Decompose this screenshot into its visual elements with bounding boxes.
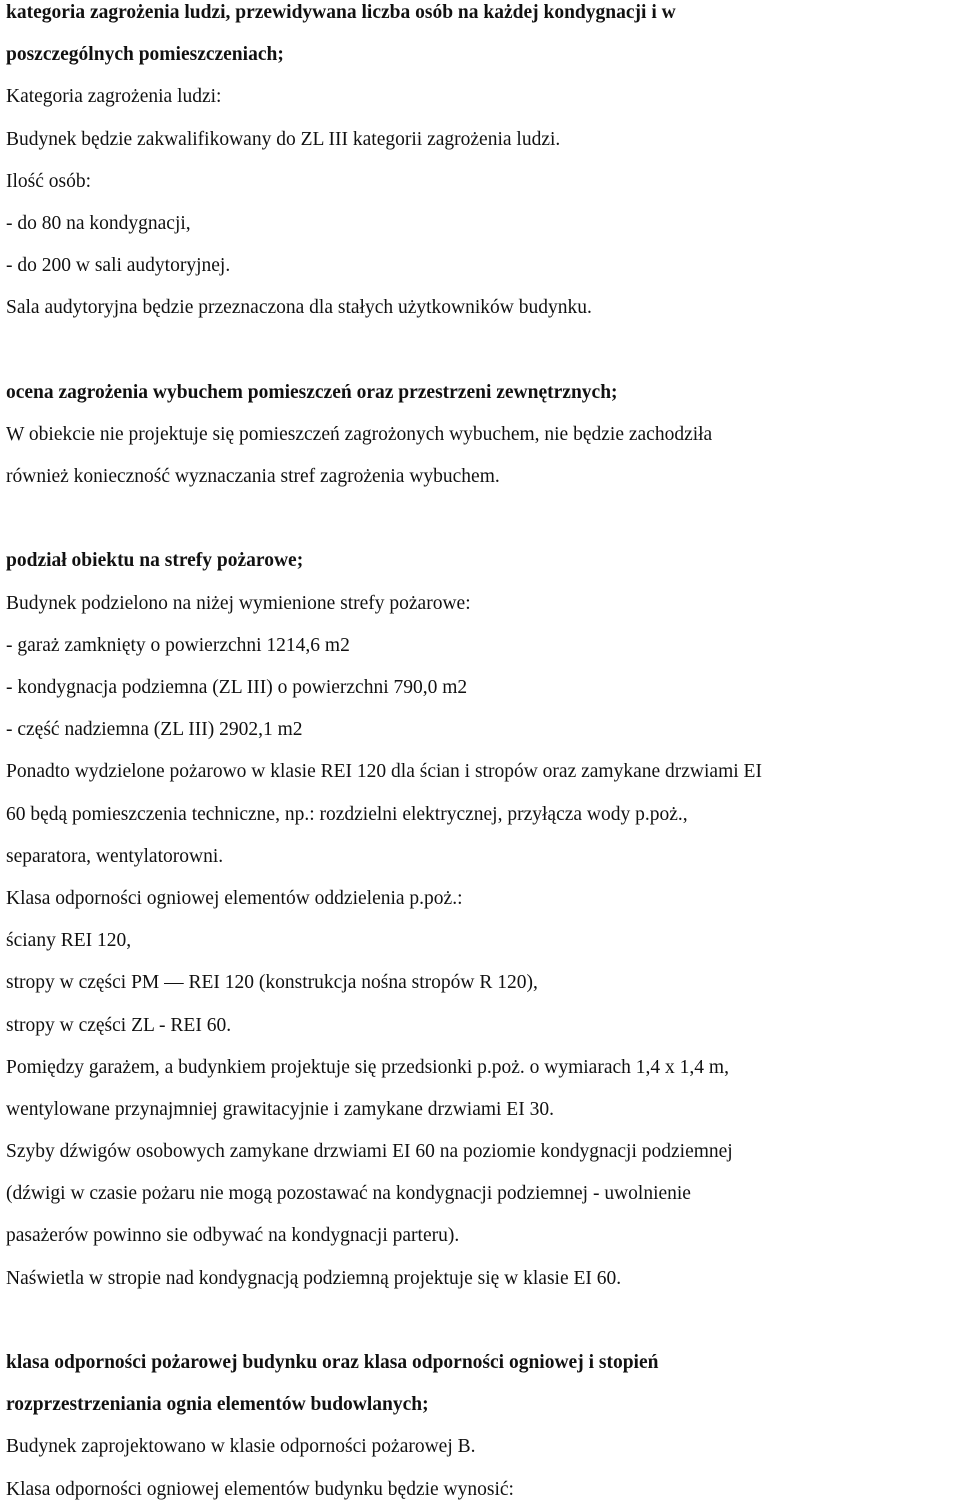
paragraph-line: Klasa odporności ogniowej elementów budynku będzie wynosić: xyxy=(6,1478,514,1500)
paragraph-line: pasażerów powinno sie odbywać na kondygnacji parteru). xyxy=(6,1225,460,1247)
section-occupancy xyxy=(6,0,956,330)
section-fire-resistance-class xyxy=(6,1342,956,1511)
paragraph-line: również konieczność wyznaczania stref zagrożenia wybuchem. xyxy=(6,466,500,488)
paragraph-line: (dźwigi w czasie pożaru nie mogą pozostawać na kondygnacji podziemnej - uwolnienie xyxy=(6,1183,691,1205)
section-spacer xyxy=(6,498,956,540)
section-heading: rozprzestrzeniania ognia elementów budowlanych; xyxy=(6,1394,429,1416)
paragraph-line: wentylowane przynajmniej grawitacyjnie i zamykane drzwiami EI 30. xyxy=(6,1098,554,1120)
paragraph-line: Ilość osób: xyxy=(6,170,92,192)
list-item: - do 200 w sali audytoryjnej. xyxy=(6,255,231,277)
section-explosion-risk xyxy=(6,372,956,499)
paragraph-line: ściany REI 120, xyxy=(6,930,132,952)
paragraph-line: Naświetla w stropie nad kondygnacją podziemną projektuje się w klasie EI 60. xyxy=(6,1267,622,1289)
document-page xyxy=(6,0,956,1511)
section-fire-zones xyxy=(6,540,956,1299)
paragraph-line: Klasa odporności ogniowej elementów oddzielenia p.poż.: xyxy=(6,887,463,909)
paragraph-line: stropy w części PM — REI 120 (konstrukcja nośna stropów R 120), xyxy=(6,972,538,994)
paragraph-line: Kategoria zagrożenia ludzi: xyxy=(6,86,222,108)
paragraph-line: Ponadto wydzielone pożarowo w klasie REI 120 dla ścian i stropów oraz zamykane drzwiami EI xyxy=(6,761,762,783)
section-spacer xyxy=(6,330,956,372)
paragraph-line: Szyby dźwigów osobowych zamykane drzwiami EI 60 na poziomie kondygnacji podziemnej xyxy=(6,1141,733,1163)
section-heading: klasa odporności pożarowej budynku oraz klasa odporności ogniowej i stopień xyxy=(6,1352,659,1373)
list-item: - do 80 na kondygnacji, xyxy=(6,212,191,234)
paragraph-line: Budynek podzielono na niżej wymienione strefy pożarowe: xyxy=(6,592,471,614)
section-heading: kategoria zagrożenia ludzi, przewidywana liczba osób na każdej kondygnacji i w xyxy=(6,2,676,23)
paragraph-line: Budynek zaprojektowano w klasie odporności pożarowej B. xyxy=(6,1436,476,1458)
paragraph-line: Budynek będzie zakwalifikowany do ZL III kategorii zagrożenia ludzi. xyxy=(6,128,561,150)
section-heading: ocena zagrożenia wybuchem pomieszczeń oraz przestrzeni zewnętrznych; xyxy=(6,381,618,403)
section-spacer xyxy=(6,1300,956,1342)
list-item: - garaż zamknięty o powierzchni 1214,6 m2 xyxy=(6,634,350,656)
paragraph-line: 60 będą pomieszczenia techniczne, np.: rozdzielni elektrycznej, przyłącza wody p.poż., xyxy=(6,803,688,825)
section-heading: poszczególnych pomieszczeniach; xyxy=(6,44,284,66)
paragraph-line: W obiekcie nie projektuje się pomieszczeń zagrożonych wybuchem, nie będzie zachodziła xyxy=(6,423,713,445)
section-heading: podział obiektu na strefy pożarowe; xyxy=(6,550,304,572)
paragraph-line: Sala audytoryjna będzie przeznaczona dla stałych użytkowników budynku. xyxy=(6,297,592,319)
paragraph-line: Pomiędzy garażem, a budynkiem projektuje się przedsionki p.poż. o wymiarach 1,4 x 1,4 m, xyxy=(6,1056,729,1078)
paragraph-line: stropy w części ZL - REI 60. xyxy=(6,1014,232,1036)
paragraph-line: separatora, wentylatorowni. xyxy=(6,845,224,867)
list-item: - kondygnacja podziemna (ZL III) o powierzchni 790,0 m2 xyxy=(6,677,468,698)
list-item: - część nadziemna (ZL III) 2902,1 m2 xyxy=(6,719,303,741)
